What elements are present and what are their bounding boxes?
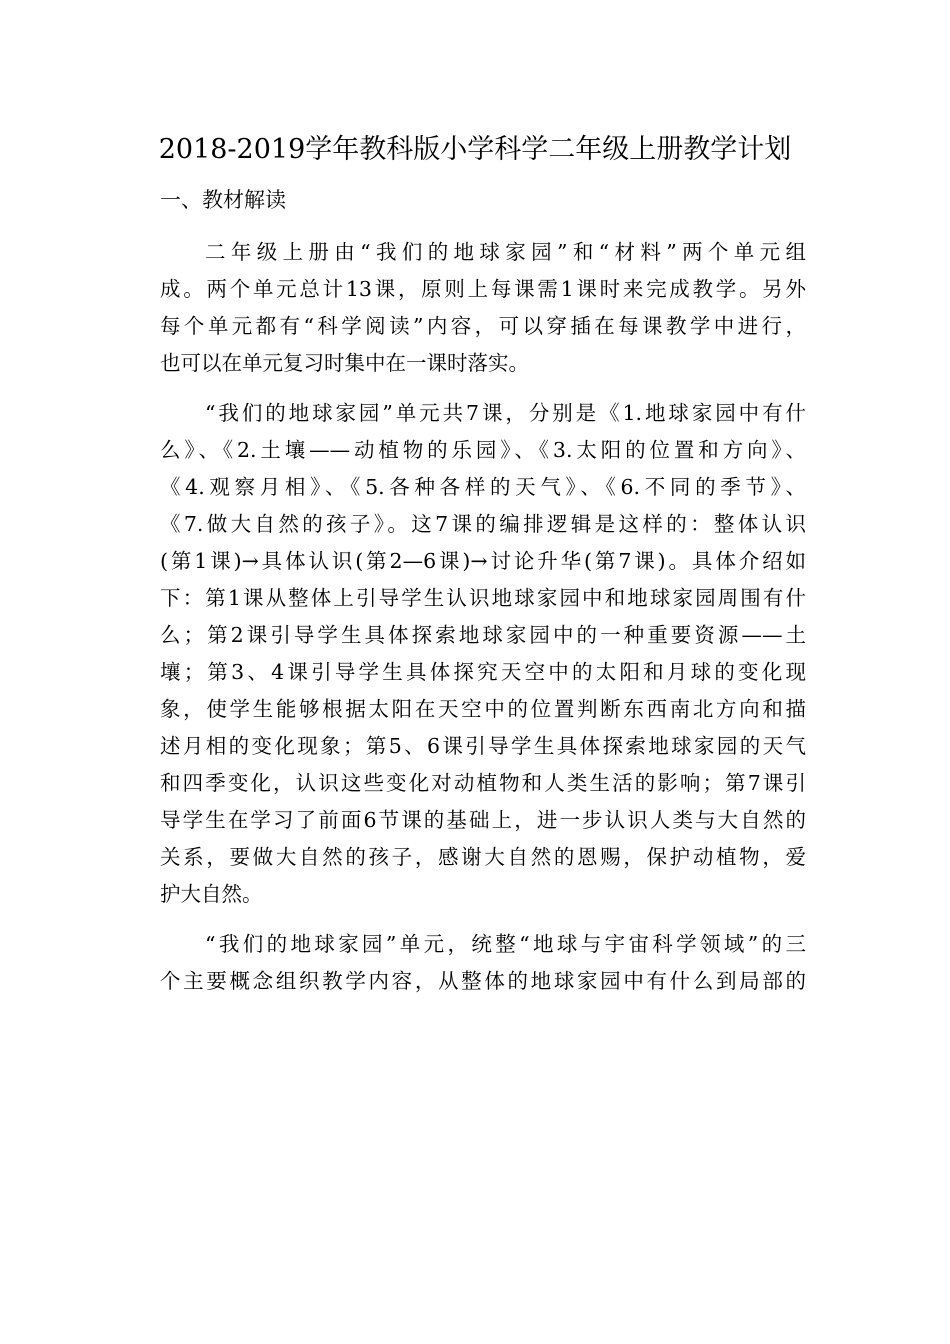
paragraph-line: (第1课)→具体认识(第2—6课)→讨论升华(第7课)。具体介绍如 [160, 549, 806, 573]
paragraph-line: 《4.观察月相》、《5.各种各样的天气》、《6.不同的季节》、 [160, 475, 806, 499]
paragraph-line: 每个单元都有“科学阅读”内容，可以穿插在每课教学中进行， [160, 314, 806, 338]
paragraph-line: 么》、《2.土壤——动植物的乐园》、《3.太阳的位置和方向》、 [160, 438, 806, 462]
paragraph-line: “我们的地球家园”单元共7课，分别是《1.地球家园中有什 [205, 401, 806, 425]
paragraph-line: 导学生在学习了前面6节课的基础上，进一步认识人类与大自然的 [160, 808, 806, 832]
paragraph-line: 下：第1课从整体上引导学生认识地球家园中和地球家园周围有什 [160, 586, 806, 610]
paragraph-line: 和四季变化，认识这些变化对动植物和人类生活的影响；第7课引 [160, 771, 806, 795]
paragraph-line: 《7.做大自然的孩子》。这7课的编排逻辑是这样的：整体认识 [160, 512, 806, 536]
paragraph-line: 述月相的变化现象；第5、6课引导学生具体探索地球家园的天气 [160, 734, 806, 758]
paragraph [160, 234, 806, 382]
paragraph-line: “我们的地球家园”单元，统整“地球与宇宙科学领域”的三 [205, 932, 806, 956]
paragraph-line: 成。两个单元总计13课，原则上每课需1课时来完成教学。另外 [160, 277, 806, 301]
paragraph [160, 926, 806, 1000]
paragraph-line: 关系，要做大自然的孩子，感谢大自然的恩赐，保护动植物，爱 [160, 845, 806, 869]
paragraph-line: 二年级上册由“我们的地球家园”和“材料”两个单元组 [205, 240, 806, 264]
paragraph-line: 个主要概念组织教学内容，从整体的地球家园中有什么到局部的 [160, 969, 806, 993]
paragraph-line: 象，使学生能够根据太阳在天空中的位置判断东西南北方向和描 [160, 697, 806, 721]
document-title: 2018-2019学年教科版小学科学二年级上册教学计划 [158, 134, 792, 165]
paragraph-line: 也可以在单元复习时集中在一课时落实。 [160, 351, 529, 375]
paragraph [160, 395, 806, 913]
document-body [160, 234, 806, 1013]
section-heading: 一、教材解读 [160, 188, 286, 212]
paragraph-line: 么；第2课引导学生具体探索地球家园中的一种重要资源——土 [160, 623, 806, 647]
paragraph-line: 护大自然。 [160, 882, 263, 906]
paragraph-line: 壤；第3、4课引导学生具体探究天空中的太阳和月球的变化现 [160, 660, 806, 684]
